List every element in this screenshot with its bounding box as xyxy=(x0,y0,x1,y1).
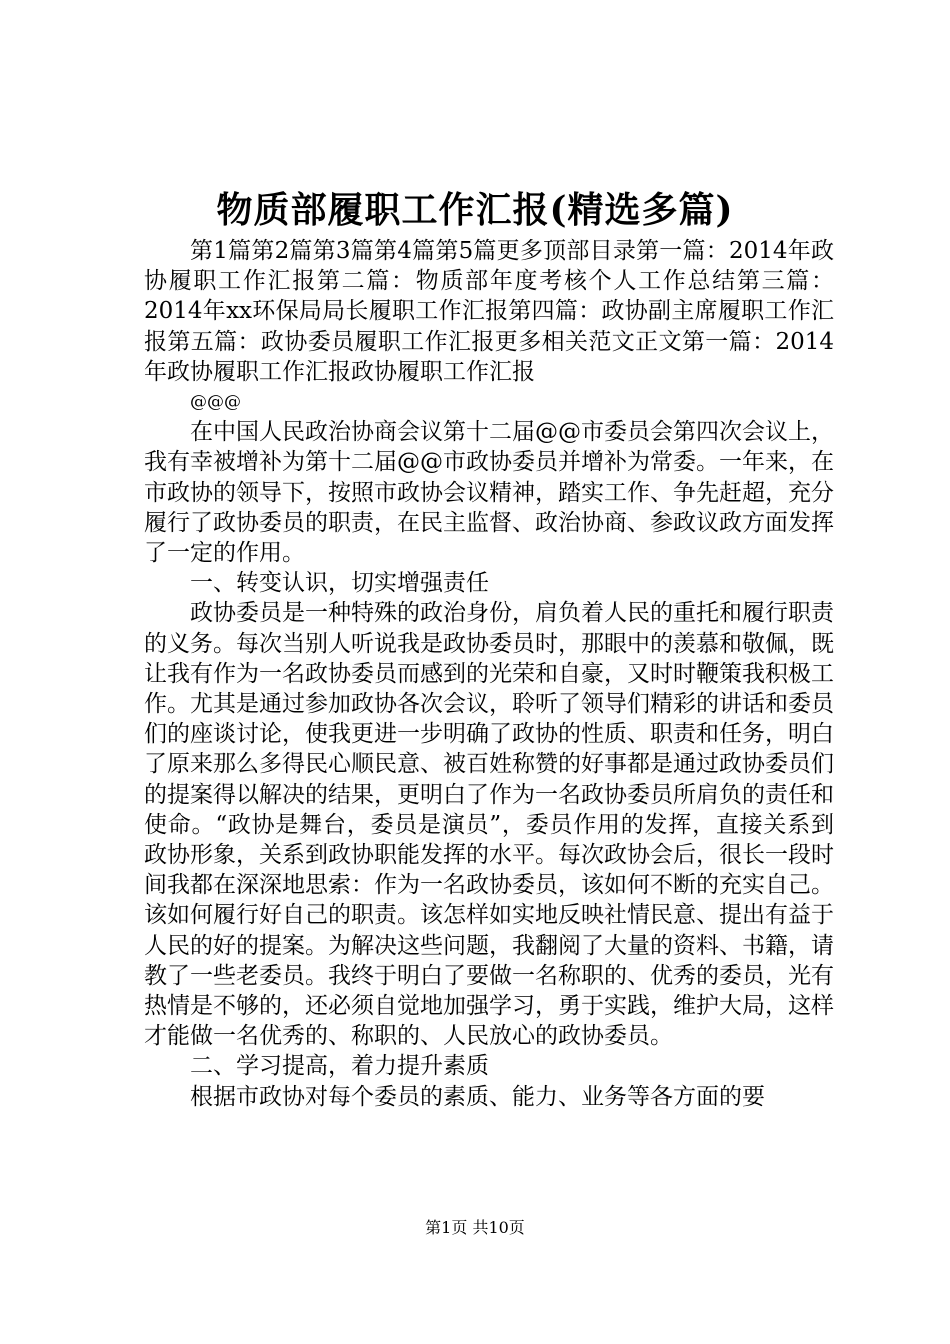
table-of-contents-paragraph: 第1篇第2篇第3篇第4篇第5篇更多顶部目录第一篇：2014年政协履职工作汇报第二篇：物质部年度考核个人工作总结第三篇：2014年xx环保局局长履职工作汇报第四篇：政协副主席履职工作汇报第五篇：政协委员履职工作汇报更多相关范文正文第一篇：2014年政协履职工作汇报政协履职工作汇报 xyxy=(144,238,834,385)
section-heading-2: 二、学习提高，着力提升素质 xyxy=(190,1053,489,1080)
intro-paragraph: 在中国人民政治协商会议第十二届@@市委员会第四次会议上，我有幸被增补为第十二届@@市政协委员并增补为常委。一年来，在市政协的领导下，按照市政协会议精神，踏实工作、争先赶超，充分履行了政协委员的职责，在民主监督、政治协商、参政议政方面发挥了一定的作用。 xyxy=(144,419,834,567)
author-placeholder: @@@ xyxy=(190,392,241,413)
section-heading-1: 一、转变认识，切实增强责任 xyxy=(190,570,489,597)
page-number-footer: 第1页 共10页 xyxy=(425,1218,525,1237)
document-title: 物质部履职工作汇报(精选多篇) xyxy=(216,189,734,231)
document-body xyxy=(144,236,834,1112)
section-1-paragraph: 政协委员是一种特殊的政治身份，肩负着人民的重托和履行职责的义务。每次当别人听说我是政协委员时，那眼中的羡慕和敬佩，既让我有作为一名政协委员而感到的光荣和自豪，又时时鞭策我积极工作。尤其是通过参加政协各次会议，聆听了领导们精彩的讲话和委员们的座谈讨论，使我更进一步明确了政协的性质、职责和任务，明白了原来那么多得民心顺民意、被百姓称赞的好事都是通过政协委员们的提案得以解决的结果，更明白了作为一名政协委员所肩负的责任和使命。“政协是舞台，委员是演员”，委员作用的发挥，直接关系到政协形象，关系到政协职能发挥的水平。每次政协会后，很长一段时间我都在深深地思索：作为一名政协委员，该如何不断的充实自己。该如何履行好自己的职责。该怎样如实地反映社情民意、提出有益于人民的好的提案。为解决这些问题，我翻阅了大量的资料、书籍，请教了一些老委员。我终于明白了要做一名称职的、优秀的委员，光有热情是不够的，还必须自觉地加强学习，勇于实践，维护大局，这样才能做一名优秀的、称职的、人民放心的政协委员。 xyxy=(144,600,834,1050)
section-2-paragraph: 根据市政协对每个委员的素质、能力、业务等各方面的要 xyxy=(190,1083,765,1110)
